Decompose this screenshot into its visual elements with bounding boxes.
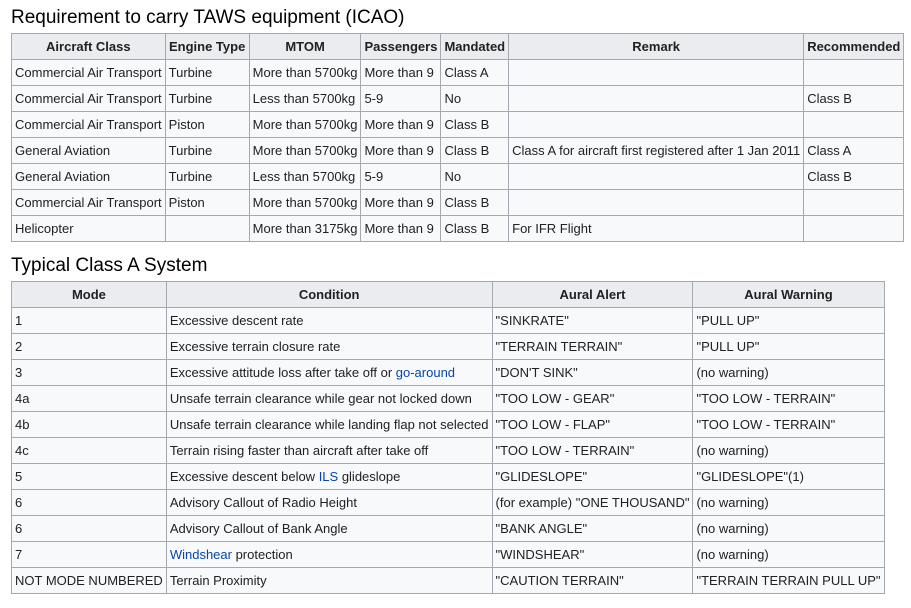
table-cell: Class A (804, 138, 904, 164)
mode-cell: 3 (12, 360, 167, 386)
table-cell: More than 5700kg (249, 112, 361, 138)
mode-cell: 6 (12, 516, 167, 542)
column-header: Recommended (804, 34, 904, 60)
table-cell: Commercial Air Transport (12, 86, 166, 112)
table-cell: Commercial Air Transport (12, 112, 166, 138)
column-header: Remark (509, 34, 804, 60)
condition-cell: Unsafe terrain clearance while landing flap not selected (166, 412, 492, 438)
table-cell (165, 216, 249, 242)
table-cell: Class B (441, 112, 509, 138)
table-cell: Less than 5700kg (249, 86, 361, 112)
aural-warning-cell: "TOO LOW - TERRAIN" (693, 412, 884, 438)
condition-cell: Excessive terrain closure rate (166, 334, 492, 360)
table-cell: Turbine (165, 138, 249, 164)
table-cell: Piston (165, 112, 249, 138)
table-cell (804, 216, 904, 242)
mode-cell: 5 (12, 464, 167, 490)
mode-cell: 2 (12, 334, 167, 360)
table-row (12, 86, 904, 112)
table-cell: For IFR Flight (509, 216, 804, 242)
aural-alert-cell: "DON'T SINK" (492, 360, 693, 386)
table-cell (804, 190, 904, 216)
column-header: Condition (166, 282, 492, 308)
table-cell: Class A for aircraft first registered after 1 Jan 2011 (509, 138, 804, 164)
table-cell (804, 60, 904, 86)
table-row (12, 438, 885, 464)
table-cell: More than 9 (361, 138, 441, 164)
aural-warning-cell: "GLIDESLOPE"(1) (693, 464, 884, 490)
table-cell: Class B (441, 138, 509, 164)
aural-warning-cell: (no warning) (693, 516, 884, 542)
aural-warning-cell: "TOO LOW - TERRAIN" (693, 386, 884, 412)
table-cell: No (441, 86, 509, 112)
table-row (12, 112, 904, 138)
mode-cell: 4a (12, 386, 167, 412)
table-cell (804, 112, 904, 138)
table-cell: Commercial Air Transport (12, 190, 166, 216)
condition-text: protection (231, 547, 293, 562)
table-cell: Class B (441, 190, 509, 216)
condition-text: Excessive attitude loss after take off or (169, 365, 396, 380)
condition-text: glideslope (338, 469, 401, 484)
mode-cell: 4b (12, 412, 167, 438)
aural-warning-cell: (no warning) (693, 360, 884, 386)
section-heading-class-a: Typical Class A System (11, 255, 208, 276)
table-cell (509, 164, 804, 190)
table-cell: Less than 5700kg (249, 164, 361, 190)
table-cell (509, 60, 804, 86)
aural-alert-cell: "GLIDESLOPE" (492, 464, 693, 490)
table-cell: More than 5700kg (249, 60, 361, 86)
table-cell: More than 5700kg (249, 190, 361, 216)
aural-warning-cell: (no warning) (693, 542, 884, 568)
table-cell: Helicopter (12, 216, 166, 242)
table-cell: More than 9 (361, 60, 441, 86)
aural-alert-cell: "BANK ANGLE" (492, 516, 693, 542)
table-row (12, 360, 885, 386)
table-row (12, 138, 904, 164)
aural-warning-cell: (no warning) (693, 438, 884, 464)
aural-warning-cell: "TERRAIN TERRAIN PULL UP" (693, 568, 884, 594)
aural-alert-cell: "WINDSHEAR" (492, 542, 693, 568)
mode-cell: 6 (12, 490, 167, 516)
aural-alert-cell: "TOO LOW - TERRAIN" (492, 438, 693, 464)
aural-warning-cell: (no warning) (693, 490, 884, 516)
table-cell: General Aviation (12, 164, 166, 190)
table-cell: More than 5700kg (249, 138, 361, 164)
table-cell: Turbine (165, 86, 249, 112)
table-row (12, 464, 885, 490)
column-header: Aural Warning (693, 282, 884, 308)
table-cell: Class A (441, 60, 509, 86)
table-row (12, 516, 885, 542)
table-cell (509, 112, 804, 138)
aural-alert-cell: "TOO LOW - FLAP" (492, 412, 693, 438)
table-row (12, 386, 885, 412)
condition-cell: Terrain rising faster than aircraft after take off (166, 438, 492, 464)
table-row (12, 334, 885, 360)
condition-cell: Unsafe terrain clearance while gear not locked down (166, 386, 492, 412)
mode-cell: NOT MODE NUMBERED (12, 568, 167, 594)
condition-cell: Excessive descent rate (166, 308, 492, 334)
table-header-row (12, 34, 904, 60)
table-cell: More than 9 (361, 190, 441, 216)
table-cell: Class B (804, 86, 904, 112)
table-cell: Turbine (165, 164, 249, 190)
section-heading-icao: Requirement to carry TAWS equipment (ICAO) (11, 7, 405, 28)
condition-text: Excessive descent below (169, 469, 319, 484)
aural-warning-cell: "PULL UP" (693, 334, 884, 360)
table-row (12, 568, 885, 594)
column-header: Mode (12, 282, 167, 308)
aural-alert-cell: "TOO LOW - GEAR" (492, 386, 693, 412)
table-row (12, 308, 885, 334)
aural-alert-cell: "TERRAIN TERRAIN" (492, 334, 693, 360)
table-row (12, 60, 904, 86)
table-row (12, 542, 885, 568)
table-header-row (12, 282, 885, 308)
condition-cell: Advisory Callout of Radio Height (166, 490, 492, 516)
table-cell (509, 190, 804, 216)
wiki-link[interactable]: ILS (318, 469, 339, 484)
table-cell: Piston (165, 190, 249, 216)
aural-warning-cell: "PULL UP" (693, 308, 884, 334)
column-header: Aural Alert (492, 282, 693, 308)
icao-requirement-table (11, 33, 904, 242)
table-cell: Class B (441, 216, 509, 242)
condition-cell: Advisory Callout of Bank Angle (166, 516, 492, 542)
table-cell: More than 9 (361, 112, 441, 138)
wiki-link[interactable]: go-around (395, 365, 456, 380)
column-header: Engine Type (165, 34, 249, 60)
table-cell: More than 9 (361, 216, 441, 242)
aural-alert-cell: "CAUTION TERRAIN" (492, 568, 693, 594)
mode-cell: 7 (12, 542, 167, 568)
condition-cell (166, 542, 492, 568)
condition-cell (166, 464, 492, 490)
table-cell: 5-9 (361, 164, 441, 190)
table-row (12, 190, 904, 216)
table-row (12, 412, 885, 438)
table-row (12, 490, 885, 516)
column-header: Mandated (441, 34, 509, 60)
mode-cell: 4c (12, 438, 167, 464)
table-cell: Turbine (165, 60, 249, 86)
table-cell: Class B (804, 164, 904, 190)
condition-cell: Terrain Proximity (166, 568, 492, 594)
wiki-link[interactable]: Windshear (169, 547, 232, 562)
aural-alert-cell: "SINKRATE" (492, 308, 693, 334)
column-header: Passengers (361, 34, 441, 60)
table-row (12, 164, 904, 190)
table-row (12, 216, 904, 242)
table-cell (509, 86, 804, 112)
aural-alert-cell: (for example) "ONE THOUSAND" (492, 490, 693, 516)
column-header: MTOM (249, 34, 361, 60)
table-cell: 5-9 (361, 86, 441, 112)
class-a-system-table (11, 281, 885, 594)
table-cell: Commercial Air Transport (12, 60, 166, 86)
table-cell: More than 3175kg (249, 216, 361, 242)
column-header: Aircraft Class (12, 34, 166, 60)
table-cell: No (441, 164, 509, 190)
condition-cell (166, 360, 492, 386)
table-cell: General Aviation (12, 138, 166, 164)
mode-cell: 1 (12, 308, 167, 334)
